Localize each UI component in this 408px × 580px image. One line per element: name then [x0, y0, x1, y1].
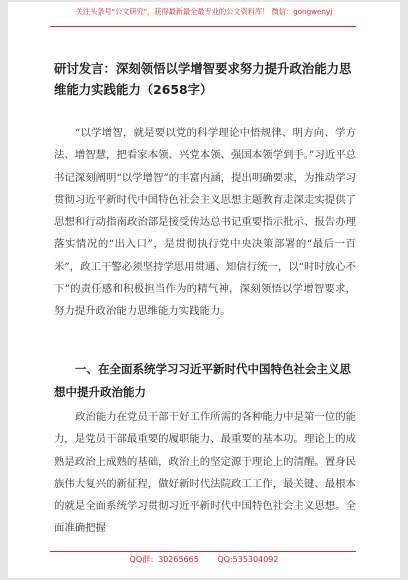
body-paragraph: “以学增智，就是要以党的科学理论中悟规律、明方向、学方法、增智慧，把看家本领、兴党本领、强国本领学到手。”习近平总书记深刻阐明“以学增智”的丰富内涵，提出明确要求，为推动学习贯彻习近平新时代中国特色社会主义思想主题教育走深走实提供了思想和行动指南政治部是接受传达总书记重要指示批示、报告办理落实情况的“出入口”，是贯彻执行党中央决策部署的“最后一百米”，政工干警必须坚持学思用贯通、知信行统一，以“时时放心不下”的责任感和积极担当作为的精气神，深刻领悟以学增智要求，努力提升政治能力思维能力实践能力。 [54, 127, 356, 318]
document-title: 研讨发言：深刻领悟以学增智要求努力提升政治能力思维能力实践能力（2658字） [54, 61, 352, 97]
footer [8, 554, 400, 565]
footer-qq-group: QQ群：30265665 [129, 555, 199, 564]
footer-qq: QQ:535304092 [217, 555, 279, 564]
header-divider [50, 26, 356, 27]
document-page [8, 2, 400, 578]
body-paragraph: 政治能力在党员干部干好工作所需的各种能力中是第一位的能力，是党员干部最重要的履职能力、最重要的基本功。理论上的成熟是政治上成熟的基础，政治上的坚定源于理论上的清醒。置身民族伟大复兴的新征程，做好新时代法院政工工作，最关键、最根本的就是全面系统学习贯彻习近平新时代中国特色社会主义思想。全面准确把握 [54, 411, 356, 535]
footer-divider [50, 551, 356, 552]
header-banner: 关注头条号"公文研究"，获得最新最全最专业的公文资料库！ 微信：gongwenyj [75, 7, 333, 16]
section-heading: 一、在全面系统学习习近平新时代中国特色社会主义思想中提升政治能力 [54, 362, 351, 399]
